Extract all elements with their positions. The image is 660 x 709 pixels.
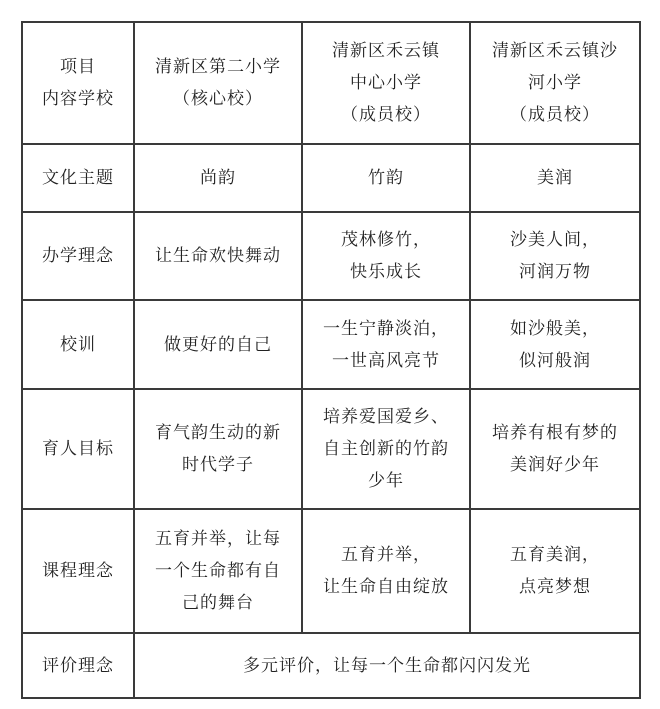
cell-line: 做更好的自己 (164, 334, 272, 355)
table-cell (470, 144, 640, 212)
table-cell (134, 212, 302, 300)
cell-line: 美润 (537, 168, 573, 188)
cell-line: 少年 (368, 471, 404, 491)
table-cell (470, 509, 640, 633)
corner-header-cell (22, 22, 134, 144)
corner-line: 内容学校 (42, 89, 114, 109)
table-cell (302, 389, 470, 509)
school-name-line: 清新区禾云镇 (332, 41, 440, 61)
table-row (22, 509, 640, 633)
row-label: 办学理念 (22, 212, 134, 300)
table-cell (134, 509, 302, 633)
row-label: 校训 (22, 300, 134, 389)
row-label: 评价理念 (22, 633, 134, 698)
table-cell (134, 389, 302, 509)
cell-line: 尚韵 (200, 168, 236, 188)
table-cell (470, 389, 640, 509)
cell-line: 一个生命都有自 (155, 561, 281, 581)
cell-line: 快乐成长 (350, 262, 422, 282)
cell-line: 美润好少年 (510, 455, 600, 475)
table-cell (470, 300, 640, 389)
table-row (22, 212, 640, 300)
cell-line: 让生命欢快舞动 (155, 246, 281, 266)
comparison-table (21, 21, 641, 699)
cell-line: 培养有根有梦的 (492, 423, 618, 443)
school-header-cell (134, 22, 302, 144)
table-cell (302, 212, 470, 300)
school-header-cell (470, 22, 640, 144)
table-cell (470, 212, 640, 300)
cell-line: 竹韵 (368, 168, 404, 188)
cell-line: 五育并举，让每 (155, 529, 281, 549)
school-role-line: （核心校） (173, 89, 263, 109)
cell-line: 自主创新的竹韵 (323, 439, 449, 459)
school-header-cell (302, 22, 470, 144)
school-role-line: （成员校） (341, 105, 431, 125)
table-cell (302, 509, 470, 633)
cell-line: 己的舞台 (182, 593, 254, 613)
cell-line: 似河般润 (519, 350, 591, 371)
footer-merged-cell: 多元评价，让每一个生命都闪闪发光 (134, 633, 640, 698)
cell-line: 一世高风亮节 (332, 350, 440, 371)
table-row (22, 389, 640, 509)
cell-line: 五育美润， (510, 545, 600, 565)
footer-row (22, 633, 640, 698)
cell-line: 河润万物 (519, 262, 591, 282)
cell-line: 茂林修竹， (341, 230, 431, 250)
row-label: 育人目标 (22, 389, 134, 509)
table-row (22, 300, 640, 389)
header-row (22, 22, 640, 144)
school-name-line: 中心小学 (350, 73, 422, 93)
corner-line: 项目 (60, 57, 96, 77)
cell-line: 点亮梦想 (519, 577, 591, 597)
table-cell (302, 300, 470, 389)
school-name-line: 河小学 (528, 73, 582, 93)
table-cell (134, 144, 302, 212)
cell-line: 培养爱国爱乡、 (323, 407, 449, 427)
table-row (22, 144, 640, 212)
row-label: 课程理念 (22, 509, 134, 633)
cell-line: 一生宁静淡泊， (323, 318, 449, 339)
school-name-line: 清新区禾云镇沙 (492, 41, 618, 61)
cell-line: 让生命自由绽放 (323, 577, 449, 597)
school-role-line: （成员校） (510, 105, 600, 125)
cell-line: 育气韵生动的新 (155, 423, 281, 443)
table-cell (134, 300, 302, 389)
cell-line: 沙美人间， (510, 230, 600, 250)
row-label: 文化主题 (22, 144, 134, 212)
cell-line: 时代学子 (182, 455, 254, 475)
cell-line: 五育并举， (341, 545, 431, 565)
table-cell (302, 144, 470, 212)
school-name-line: 清新区第二小学 (155, 57, 281, 77)
cell-line: 如沙般美， (510, 318, 600, 339)
